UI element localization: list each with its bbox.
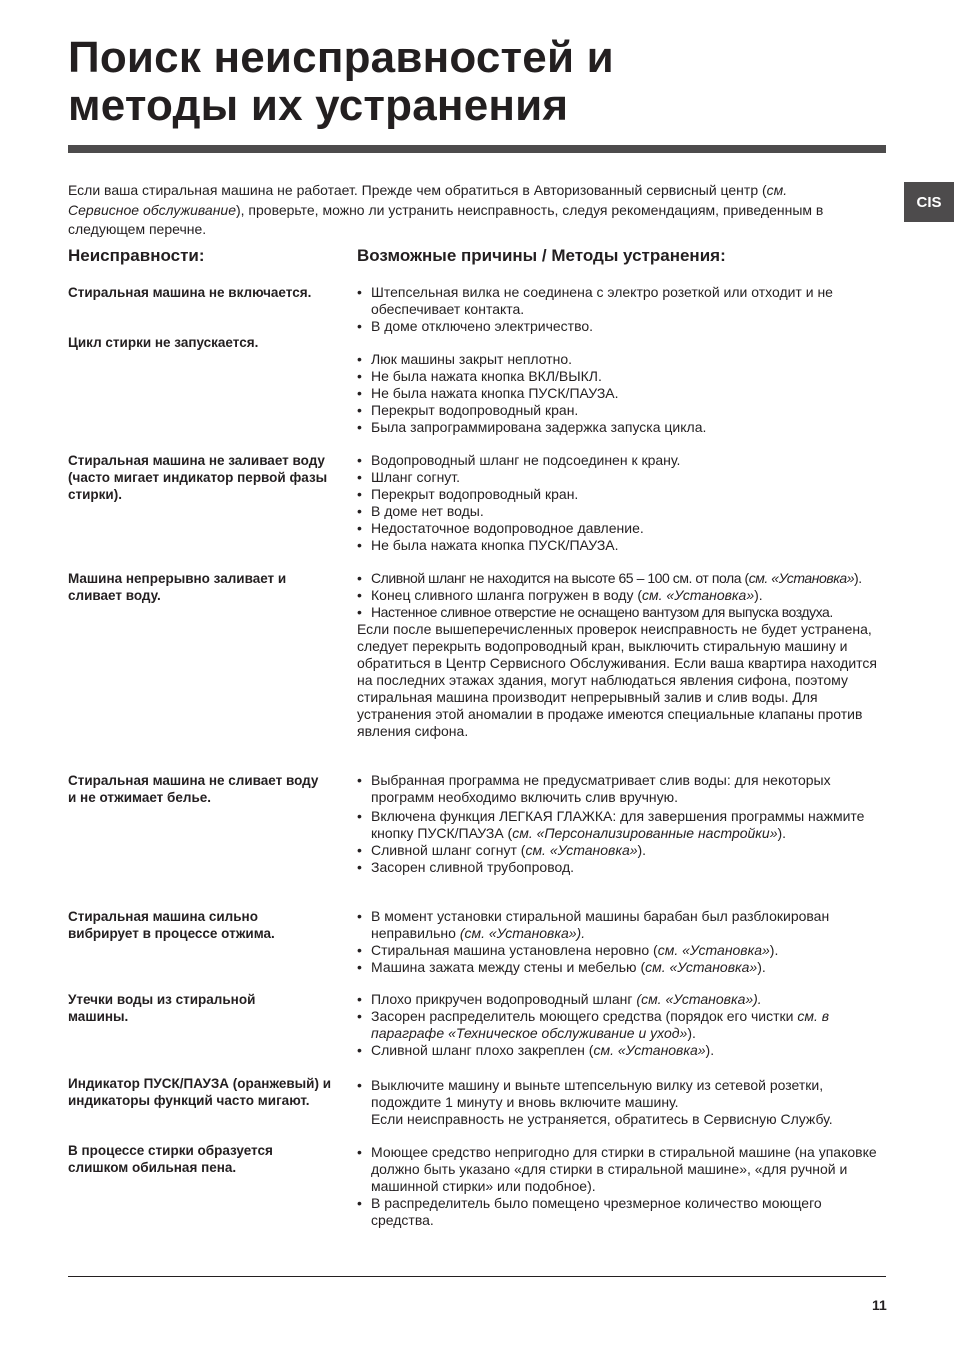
causes-strong-vibration <box>357 908 887 976</box>
issue-no-power: Стиральная машина не включается. <box>68 285 312 300</box>
cause-item: • В распределитель было помещено чрезмерное количество моющего средства. <box>357 1195 887 1229</box>
cause-item: • Перекрыт водопроводный кран. <box>357 402 887 419</box>
reference-installation: см. «Установка» <box>525 842 638 858</box>
intro-reference: см. Сервисное обслуживание <box>68 182 788 218</box>
cause-item: • Настенное сливное отверстие не оснащено вантузом для выпуска воздуха. <box>357 604 887 621</box>
page-title <box>68 34 614 130</box>
issue-no-drain-no-spin: Стиральная машина не сливает воду и не отжимает белье. <box>68 773 319 805</box>
cause-item: • В доме отключено электричество. <box>357 318 887 335</box>
issue-continuous-fill-drain: Машина непрерывно заливает и сливает воду. <box>68 571 287 603</box>
causes-continuous-fill-drain <box>357 570 887 740</box>
cause-item: • Машина зажата между стены и мебелью (см. «Установка»). <box>357 959 887 976</box>
causes-indicators-flashing <box>357 1077 887 1128</box>
reference-installation: см. «Установка» <box>645 959 758 975</box>
reference-maintenance: см. в параграфе «Техническое обслуживание и уход» <box>371 1008 830 1041</box>
cause-item: • Не была нажата кнопка ВКЛ/ВЫКЛ. <box>357 368 887 385</box>
causes-cycle-not-starting <box>357 351 887 436</box>
intro-text-1: Если ваша стиральная машина не работает. Прежде чем обратиться в Авторизованный сервисный центр ( <box>68 182 767 198</box>
cause-item: • Люк машины закрыт неплотно. <box>357 351 887 368</box>
issue-water-leak: Утечки воды из стиральной машины. <box>68 992 256 1024</box>
cause-item: • Стиральная машина установлена неровно (см. «Установка»). <box>357 942 887 959</box>
cause-item: • Выбранная программа не предусматривает слив воды: для некоторых программ необходимо включить слив вручную. <box>357 772 887 806</box>
issue-indicators-flashing: Индикатор ПУСК/ПАУЗА (оранжевый) и индикаторы функций часто мигают. <box>68 1076 332 1108</box>
reference-installation: см. «Установка» <box>657 942 770 958</box>
causes-water-leak <box>357 991 887 1059</box>
cause-item: • Водопроводный шланг не подсоединен к крану. <box>357 452 887 469</box>
cause-item: • В момент установки стиральной машины барабан был разблокирован неправильно (см. «Установка»). <box>357 908 887 942</box>
language-tab: CIS <box>904 182 954 222</box>
page-number: 11 <box>872 1297 887 1313</box>
cause-note: Если после вышеперечисленных проверок неисправность не будет устранена, следует перекрыть водопроводный кран, выключить стиральную машину и обратиться в Центр Сервисного Обслуживания. Если ваша квартира находится на последних этажах здания, могут наблюдаться явления сифона, поэтому стиральная машина производит непрерывный залив и слив воды. Для устранения этой аномалии в продаже имеются специальные клапаны против явления сифона. <box>357 621 878 739</box>
footer-divider <box>68 1276 886 1277</box>
cause-item: • Была запрограммирована задержка запуска цикла. <box>357 419 887 436</box>
causes-column-header: Возможные причины / Методы устранения: <box>357 246 726 265</box>
causes-no-drain-no-spin <box>357 772 887 876</box>
reference-installation: см. «Установка» <box>642 587 755 603</box>
issue-strong-vibration: Стиральная машина сильно вибрирует в процессе отжима. <box>68 909 275 941</box>
reference-installation: (см. «Установка»). <box>459 925 586 941</box>
cause-item: • Сливной шланг не находится на высоте 65 – 100 см. от пола (см. «Установка»). <box>357 570 887 587</box>
cause-item: • Перекрыт водопроводный кран. <box>357 486 887 503</box>
reference-installation: см. «Установка» <box>593 1042 706 1058</box>
cause-item: • Плохо прикручен водопроводный шланг (см. «Установка»). <box>357 991 887 1008</box>
issues-column-header: Неисправности: <box>68 246 205 265</box>
causes-no-power <box>357 284 887 335</box>
title-line-1: Поиск неисправностей и <box>68 33 614 82</box>
cause-item: • Не была нажата кнопка ПУСК/ПАУЗА. <box>357 537 887 554</box>
intro-text-2: ), проверьте, можно ли устранить неисправность, следуя рекомендациям, приведенным в следующем перечне. <box>68 201 824 237</box>
cause-item: • Шланг согнут. <box>357 469 887 486</box>
cause-item: • Включена функция ЛЕГКАЯ ГЛАЖКА: для завершения программы нажмите кнопку ПУСК/ПАУЗА (см. «Персонализированные настройки»). <box>357 808 887 842</box>
cause-item: • В доме нет воды. <box>357 503 887 520</box>
reference-installation: (см. «Установка»). <box>636 991 762 1007</box>
cause-item: • Сливной шланг согнут (см. «Установка»). <box>357 842 887 859</box>
reference-custom-settings: см. «Персонализированные настройки» <box>512 825 778 841</box>
issue-excess-foam: В процессе стирки образуется слишком обильная пена. <box>68 1143 273 1175</box>
cause-item: • Не была нажата кнопка ПУСК/ПАУЗА. <box>357 385 887 402</box>
cause-item: • Моющее средство непригодно для стирки в стиральной машине (на упаковке должно быть указано «для стирки в стиральной машине», «для ручной и машинной стирки» или подобное). <box>357 1144 887 1195</box>
causes-no-water-intake <box>357 452 887 554</box>
issue-no-water-intake: Стиральная машина не заливает воду (часто мигает индикатор первой фазы стирки). <box>68 453 328 502</box>
cause-item: • Штепсельная вилка не соединена с электро розеткой или отходит и не обеспечивает контакта. <box>357 284 887 318</box>
title-line-2: методы их устранения <box>68 81 569 130</box>
cause-note: Если неисправность не устраняется, обратитесь в Сервисную Службу. <box>371 1111 833 1127</box>
cause-item: • Засорен сливной трубопровод. <box>357 859 887 876</box>
intro-paragraph <box>68 181 858 240</box>
issue-cycle-not-starting: Цикл стирки не запускается. <box>68 335 259 350</box>
cause-item: • Конец сливного шланга погружен в воду (см. «Установка»). <box>357 587 887 604</box>
cause-item: • Выключите машину и выньте штепсельную вилку из сетевой розетки, подождите 1 минуту и вновь включите машину. <box>357 1077 887 1111</box>
causes-excess-foam <box>357 1144 887 1229</box>
reference-installation: см. «Установка» <box>748 570 855 586</box>
cause-item: • Засорен распределитель моющего средства (порядок его чистки см. в параграфе «Техническое обслуживание и уход»). <box>357 1008 887 1042</box>
cause-item: • Недостаточное водопроводное давление. <box>357 520 887 537</box>
cause-item: • Сливной шланг плохо закреплен (см. «Установка»). <box>357 1042 887 1059</box>
title-divider <box>68 145 886 153</box>
